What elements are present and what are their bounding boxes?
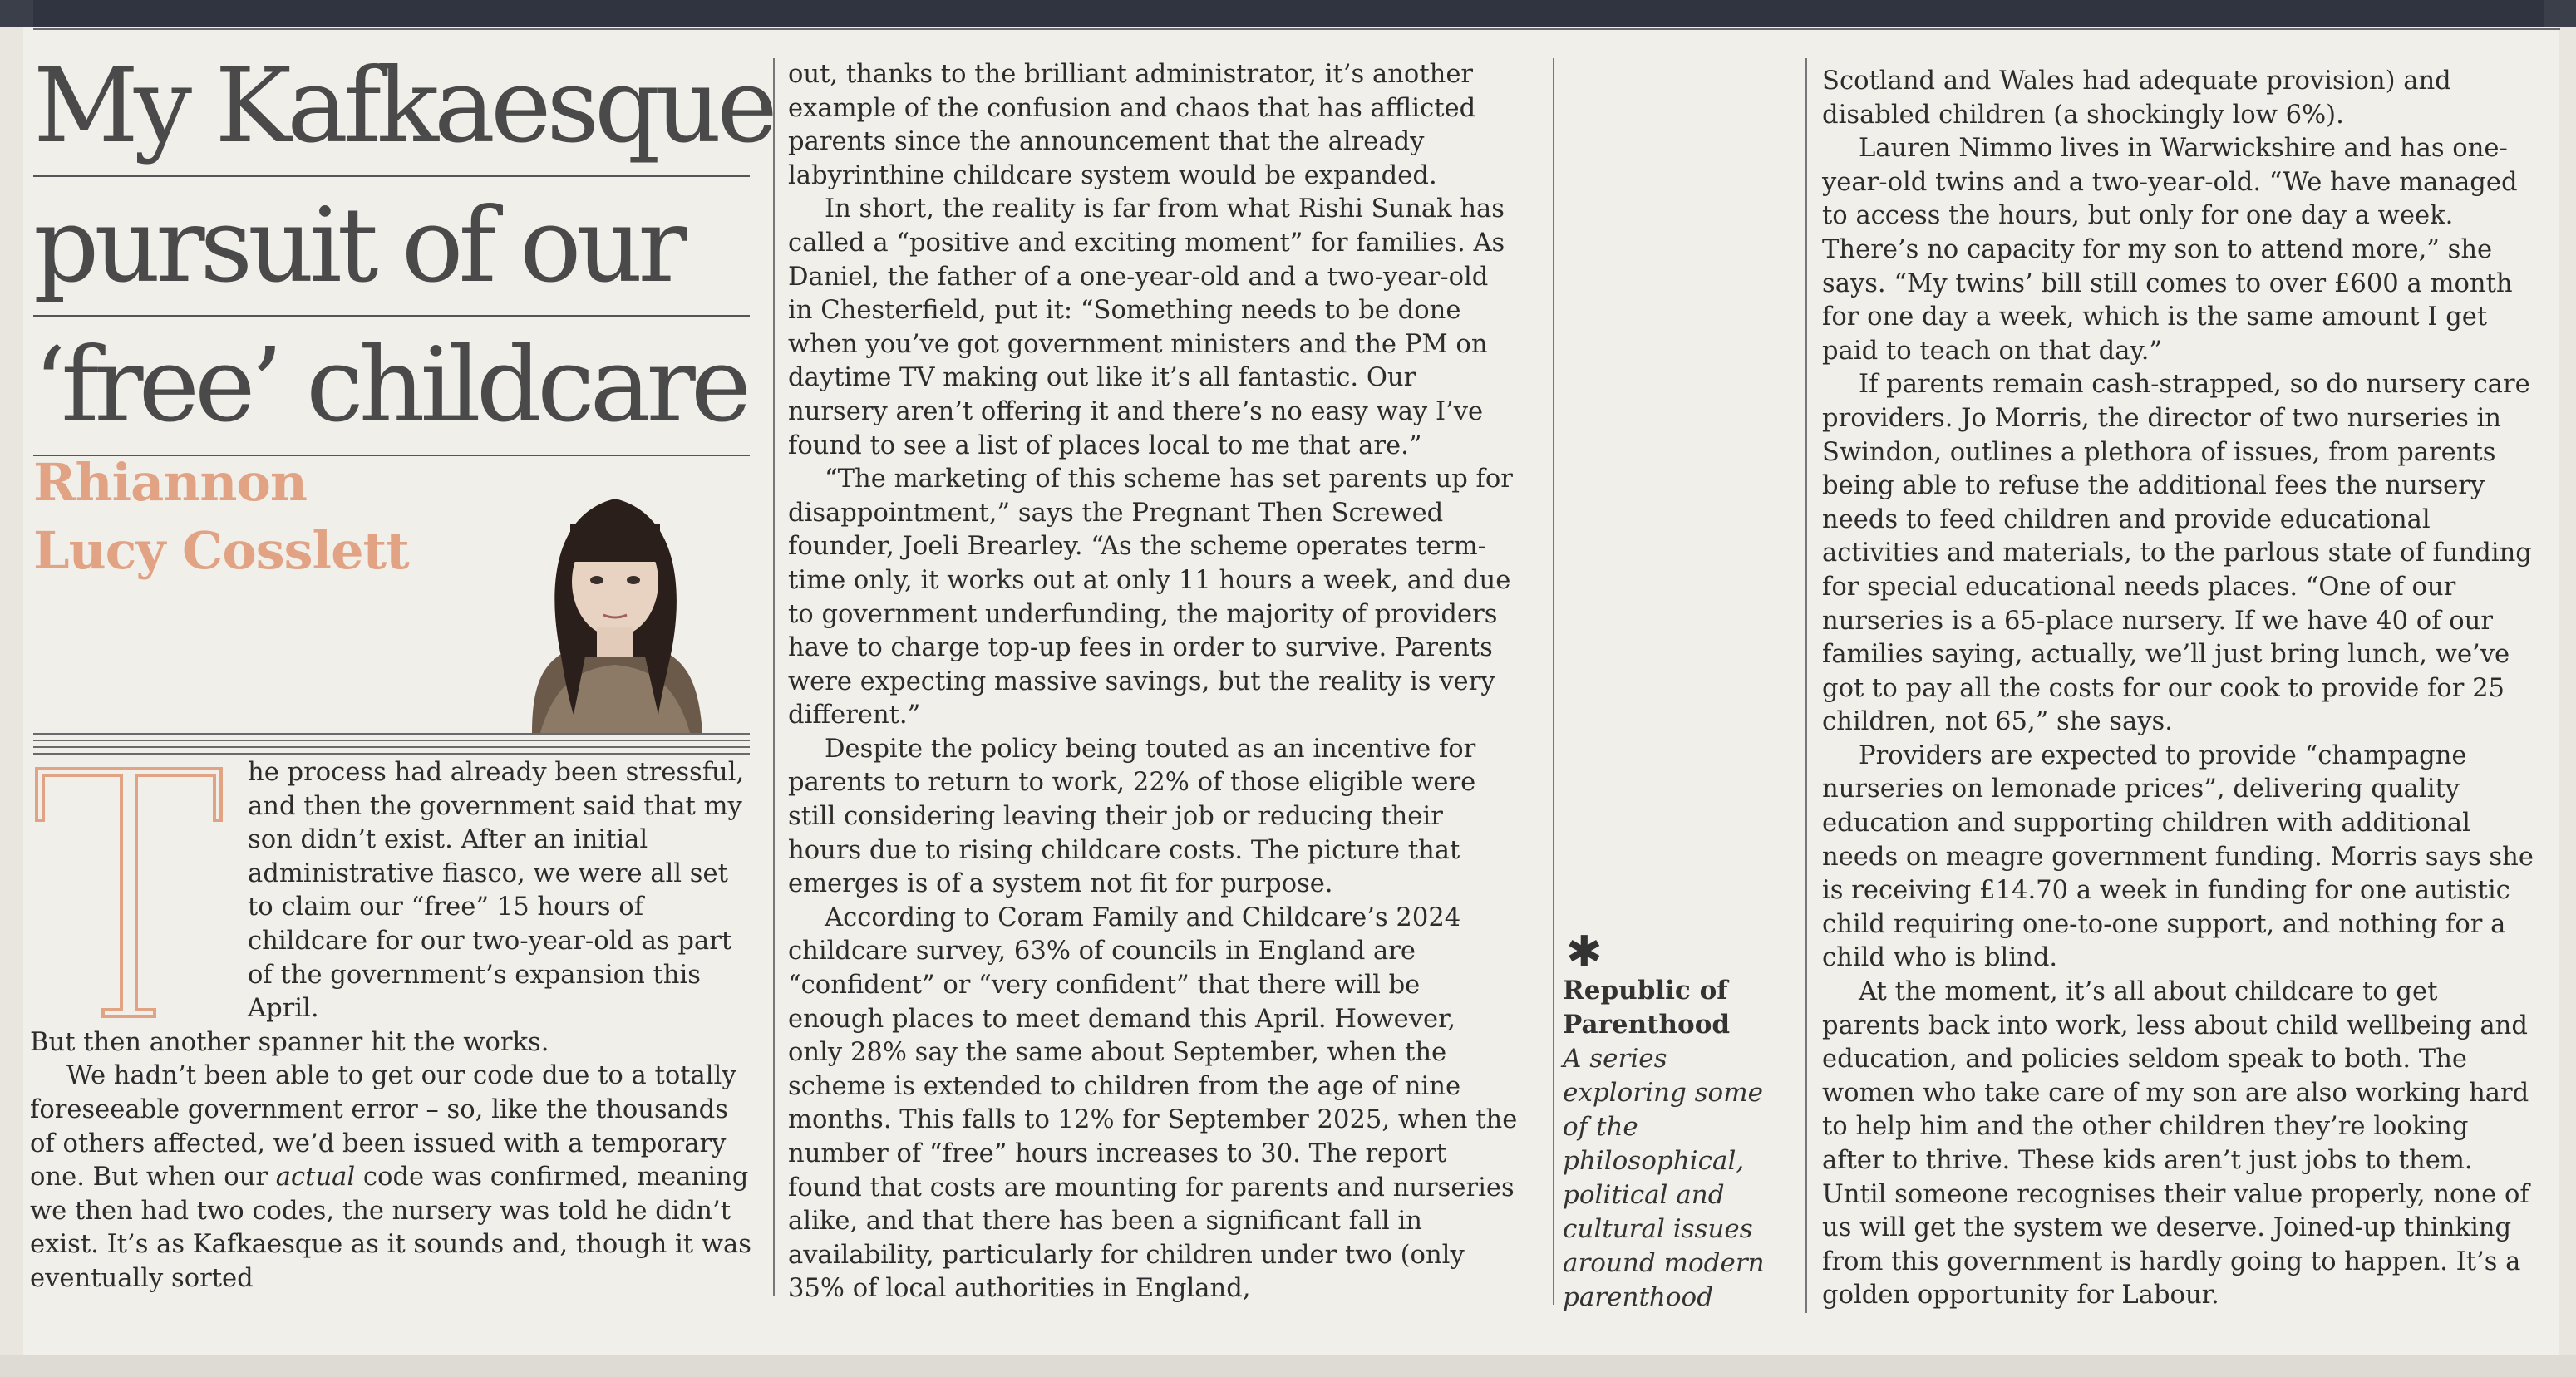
- paragraph: “The marketing of this scheme has set parents up for disappointment,” says the Pregnant Then Screwed founder, Joeli Brearley. “As the scheme operates term-time only, it works out at only 11 hours a week, and due to government underfunding, the majority of providers have to charge top-up fees in order to survive. Parents were expecting massive savings, but the reality is very different.”: [788, 465, 1513, 730]
- column-divider-2: [1553, 58, 1554, 1305]
- author-photo: [482, 465, 748, 733]
- headline-line-3: ‘free’ childcare: [33, 317, 750, 456]
- byline: [33, 449, 465, 585]
- paragraph: [30, 1060, 751, 1296]
- paragraph: Lauren Nimmo lives in Warwickshire and has one-year-old twins and a two-year-old. “We have managed to access the hours, but only for one day a week. There’s no capacity for my son to attend more,” she says. “My twins’ bill still comes to over £600 a month for one day a week, which is the same amount I get paid to teach on that day.”: [1822, 134, 2518, 366]
- paragraph: out, thanks to the brilliant administrator, it’s another example of the confusion and chaos that has afflicted parents since the announcement that the already labyrinthine childcare system would be expanded.: [788, 60, 1476, 190]
- column-divider-1: [773, 58, 775, 1296]
- paragraph: At the moment, it’s all about childcare to get parents back into work, less about child wellbeing and education, and policies seldom speak to both. The women who take care of my son are also working hard to help him and the other children they’re looking after to thrive. These kids aren’t just jobs to them. Until someone recognises their value properly, none of us will get the system we deserve. Joined-up thinking from this government is hardly going to happen. It’s a golden opportunity for Labour.: [1822, 977, 2529, 1311]
- column-divider-3: [1805, 58, 1807, 1313]
- top-strip: [0, 0, 2576, 27]
- headline: [33, 37, 773, 456]
- headline-line-2: pursuit of our: [33, 177, 750, 317]
- series-title: Republic of Parenthood: [1563, 976, 1731, 1040]
- paragraph: Scotland and Wales had adequate provision) and disabled children (a shockingly low 6%).: [1822, 66, 2451, 130]
- author-line-1: Rhiannon: [33, 452, 307, 513]
- series-sidebar: [1563, 927, 1787, 1315]
- column-4: [1822, 65, 2537, 1313]
- byline-rule-4: [33, 753, 750, 755]
- italic-word: actual: [275, 1163, 356, 1193]
- series-description: A series exploring some of the philosophical, political and cultural issues around modern parenthood: [1563, 1044, 1765, 1312]
- top-rule: [33, 28, 2560, 30]
- byline-rule-3: [33, 746, 750, 748]
- paragraph-text: code was confirmed, meaning we then had two codes, the nursery was told he didn’t exist. It’s as Kafkaesque as it sounds and, though it was eventually sorted: [30, 1163, 751, 1293]
- paragraph: If parents remain cash-strapped, so do nursery care providers. Jo Morris, the director of two nurseries in Swindon, outlines a plethora of issues, from parents being able to refuse the additional fees the nursery needs to feed children and provide educational activities and materials, to the parlous state of funding for special educational needs places. “One of our nurseries is a 65-place nursery. If we have 40 of our families saying, actually, we’ll just bring lunch, we’ve got to pay all the costs for our cook to provide for 25 children, not 65,” she says.: [1822, 370, 2532, 737]
- top-strip-image: [33, 0, 2544, 27]
- author-line-2: Lucy Cosslett: [33, 520, 409, 581]
- byline-rule-1: [33, 733, 750, 735]
- paragraph: According to Coram Family and Childcare’s 2024 childcare survey, 63% of councils in England are “confident” or “very confident” that there will be enough places to meet demand this April. However, only 28% say the same about September, when the scheme is extended to children from the age of nine months. This falls to 12% for September 2025, when the number of “free” hours increases to 30. The report found that costs are mounting for parents and nurseries alike, and that there has been a significant fall in availability, particularly for children under two (only 35% of local authorities in England,: [788, 902, 1518, 1304]
- page-bottom-edge: [0, 1355, 2576, 1377]
- headline-line-1: My Kafkaesque: [33, 37, 750, 177]
- paragraph-text: We hadn’t been able to get our code due to a totally foreseeable government error – so, like the thousands of others affected, we’d been issued with a temporary one. But when our: [30, 1061, 736, 1193]
- opening-paragraph: he process had already been stressful, and then the government said that my son didn’t exist. After an initial administrative fiasco, we were all set to claim our “free” 15 hours of childcare for our two-year-old as part of the government’s expansion this April.: [248, 758, 745, 1024]
- paragraph: Providers are expected to provide “champagne nurseries on lemonade prices”, delivering quality education and supporting children with additional needs on meagre government funding. Morris says she is receiving £14.70 a week in funding for one autistic child requiring one-to-one support, and nothing for a child who is blind.: [1822, 740, 2534, 973]
- asterisk-icon: ✱: [1566, 927, 1603, 977]
- column-2: [788, 58, 1518, 1306]
- author-portrait-illustration: [482, 465, 748, 733]
- column-1: [30, 756, 751, 1296]
- opening-paragraph-end: But then another spanner hit the works.: [30, 1027, 549, 1057]
- byline-rule-2: [33, 740, 750, 741]
- paragraph: Despite the policy being touted as an incentive for parents to return to work, 22% of those eligible were still considering leaving their job or reducing their hours due to rising childcare costs. The picture that emerges is of a system not fit for purpose.: [788, 734, 1476, 899]
- paragraph: In short, the reality is far from what Rishi Sunak has called a “positive and exciting moment” for families. As Daniel, the father of a one-year-old and a two-year-old in Chesterfield, put it: “Something needs to be done when you’ve got government ministers and the PM on daytime TV making out like it’s all fantastic. Our nursery aren’t offering it and there’s no easy way I’ve found to see a list of places local to me that are.”: [788, 194, 1505, 460]
